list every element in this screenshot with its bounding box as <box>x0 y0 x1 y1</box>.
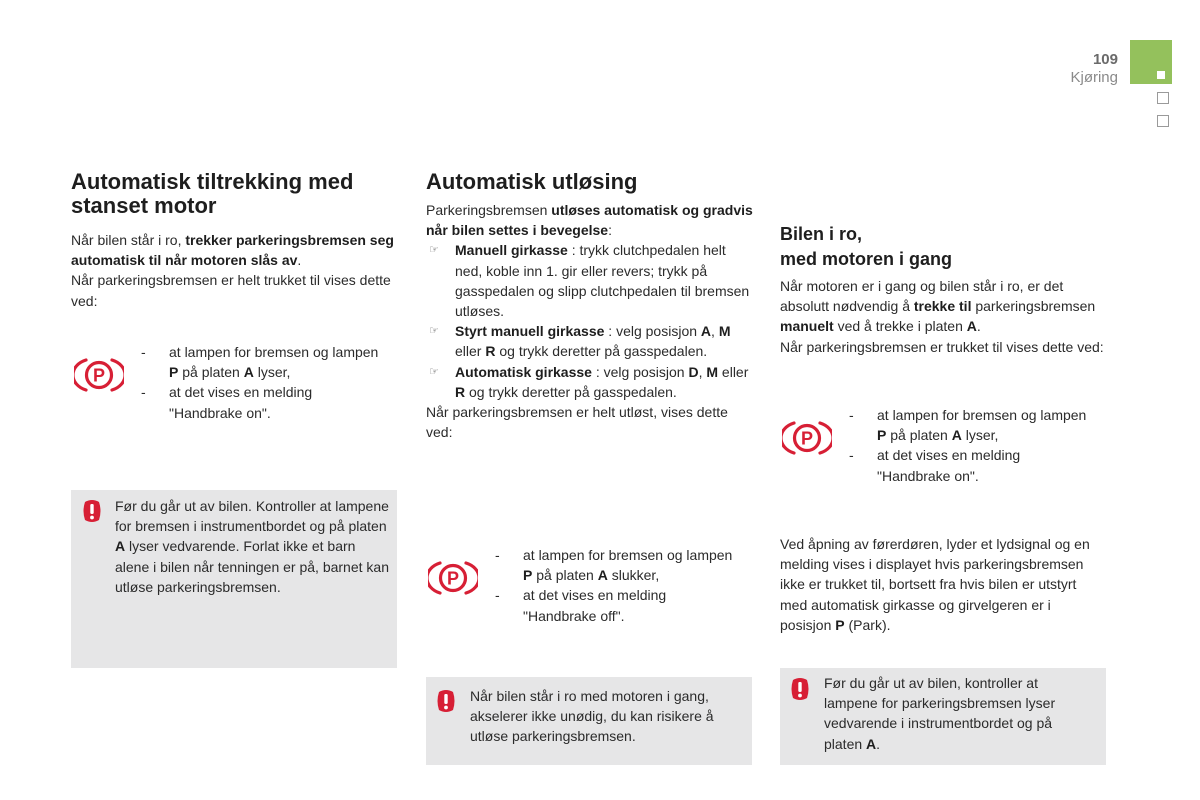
dash: - <box>495 547 500 563</box>
text: : trykk clutchpedalen helt ned, koble inn 1. gir eller revers; trykk på gasspedalen og slipp clutchpedalen til bremsen utløses. <box>455 242 750 320</box>
emphasis: A <box>866 735 877 752</box>
text: Før du går ut av bilen, kontroller at lampene for parkeringsbremsen lyser vedvarende i instrumentbordet og på platen <box>824 675 1056 752</box>
text: (Park). <box>844 616 891 633</box>
list-item <box>141 382 381 422</box>
list-item <box>495 585 740 625</box>
emphasis: manuelt <box>780 318 834 335</box>
col2-indicator-list <box>495 545 740 626</box>
text: lyser vedvarende. Forlat ikke et barn alene i bilen når tenningen er på, barnet kan utløse parkeringsbremsen. <box>115 538 389 595</box>
list-item <box>495 545 740 585</box>
dash: - <box>495 587 500 604</box>
emphasis: A <box>243 364 254 381</box>
emphasis: A <box>966 318 977 335</box>
text: og trykk deretter på gasspedalen. <box>465 383 677 400</box>
text: ved å trekke i platen <box>833 318 967 335</box>
text: : velg posisjon <box>591 363 689 380</box>
text: Når motoren er i gang og bilen står i ro, er det absolutt nødvendig å <box>780 278 1064 315</box>
pointing-hand-icon: ☞ <box>429 325 439 338</box>
list-item <box>426 362 756 402</box>
text: Når bilen står i ro, <box>71 232 186 248</box>
col2-title-text: Automatisk utløsing <box>426 169 638 194</box>
emphasis: A <box>951 427 962 444</box>
col1-intro <box>71 230 406 311</box>
col2-title <box>426 170 756 194</box>
emphasis: trekker parkeringsbremsen seg automatisk til når motoren slås av <box>71 232 394 269</box>
text: eller <box>718 363 749 380</box>
text: : velg posisjon <box>604 323 701 340</box>
dash: - <box>141 344 146 360</box>
text: : <box>608 222 612 239</box>
col1-intro-indicator: Når parkeringsbremsen er helt trukket til vises dette ved: <box>71 272 391 309</box>
emphasis: Automatisk girkasse <box>455 363 592 380</box>
emphasis: R <box>455 383 466 400</box>
col3-intro <box>780 276 1110 357</box>
col2-after-text: Når parkeringsbremsen er helt utløst, vises dette ved: <box>426 404 728 441</box>
text: at det vises en melding "Handbrake on". <box>877 447 1021 484</box>
parking-brake-warning-icon <box>782 418 832 458</box>
chapter-square-2 <box>1157 92 1169 104</box>
dash: - <box>849 407 854 423</box>
col1-title-line1: Automatisk tiltrekking med <box>71 169 354 194</box>
text: Parkeringsbremsen <box>426 202 552 218</box>
text: på platen <box>532 567 598 584</box>
text: . <box>976 318 981 335</box>
text: , <box>698 363 707 380</box>
chapter-tab <box>1130 40 1172 84</box>
text: på platen <box>886 427 952 444</box>
col2-warning-text: Når bilen står i ro med motoren i gang, akselerer ikke unødig, du kan risikere å utløse parkeringsbremsen. <box>470 688 714 745</box>
list-item <box>426 321 756 361</box>
text: Før du går ut av bilen. Kontroller at lampene for bremsen i instrumentbordet og på platen <box>115 498 389 535</box>
text: at det vises en melding "Handbrake off". <box>523 587 667 624</box>
parking-brake-warning-icon <box>74 355 124 395</box>
pointing-hand-icon: ☞ <box>429 244 439 257</box>
col3-intro-indicator: Når parkeringsbremsen er trukket til vises dette ved: <box>780 338 1104 355</box>
list-item <box>426 240 756 321</box>
text: at lampen for bremsen og lampen <box>523 547 733 563</box>
text: at det vises en melding "Handbrake on". <box>169 384 313 421</box>
text: parkeringsbremsen <box>971 298 1096 315</box>
text: lyser, <box>253 364 291 381</box>
text: at lampen for bremsen og lampen <box>877 407 1087 423</box>
text: , <box>711 323 719 340</box>
col3-title <box>780 222 1110 272</box>
emphasis: D <box>688 363 699 380</box>
col3-warning-note <box>780 668 1106 765</box>
text: at lampen for bremsen og lampen <box>169 344 379 360</box>
emphasis: P <box>523 567 533 584</box>
dash: - <box>141 384 146 401</box>
emphasis: Styrt manuell girkasse <box>455 323 605 340</box>
emphasis: utløses automatisk og gradvis når bilen settes i bevegelse <box>426 202 753 239</box>
exclamation-warning-icon <box>81 499 103 523</box>
col3-warning-text <box>824 673 1094 754</box>
list-item <box>849 445 1094 485</box>
text: på platen <box>178 364 244 381</box>
emphasis: A <box>700 323 712 340</box>
text: Ved åpning av førerdøren, lyder et lydsignal og en melding vises i displayet hvis parkeringsbremsen ikke er trukket til, bortsett fra hvis bilen er utstyrt med automatisk girkasse og girvelgeren er i posisjon <box>780 536 1090 633</box>
emphasis: A <box>597 567 608 584</box>
emphasis: A <box>115 538 126 555</box>
page-number: 109 <box>1092 51 1118 68</box>
text: . <box>297 252 302 269</box>
text: og trykk deretter på gasspedalen. <box>495 343 708 360</box>
emphasis: Manuell girkasse <box>455 242 568 259</box>
emphasis: P <box>877 427 887 444</box>
text: . <box>876 735 881 752</box>
emphasis: M <box>718 323 731 340</box>
section-title: Kjøring <box>1070 69 1118 86</box>
col1-indicator-list <box>141 342 381 423</box>
text: eller <box>455 343 486 360</box>
col1-title-line2: stanset motor <box>71 193 217 218</box>
pointing-hand-icon: ☞ <box>429 365 439 378</box>
col1-warning-text <box>115 496 393 597</box>
emphasis: M <box>706 363 719 380</box>
emphasis: R <box>485 343 496 360</box>
exclamation-warning-icon <box>435 689 457 713</box>
emphasis: P <box>835 616 845 633</box>
text: slukker, <box>607 567 660 584</box>
col1-title <box>71 170 411 218</box>
col3-indicator-list <box>849 405 1094 486</box>
exclamation-warning-icon <box>789 677 811 701</box>
text: lyser, <box>961 427 999 444</box>
col3-door-text <box>780 534 1102 635</box>
emphasis: trekke til <box>913 298 972 315</box>
col2-intro <box>426 200 756 442</box>
col2-warning-note <box>426 677 752 765</box>
col3-title-line2: med motoren i gang <box>780 249 953 269</box>
parking-brake-warning-icon <box>428 558 478 598</box>
dash: - <box>849 447 854 464</box>
col3-title-line1: Bilen i ro, <box>780 224 863 244</box>
chapter-tab-marker <box>1157 71 1165 79</box>
list-item <box>849 405 1094 445</box>
gearbox-list <box>426 240 756 402</box>
col1-warning-note <box>71 490 397 668</box>
chapter-square-3 <box>1157 115 1169 127</box>
emphasis: P <box>169 364 179 381</box>
list-item <box>141 342 381 382</box>
